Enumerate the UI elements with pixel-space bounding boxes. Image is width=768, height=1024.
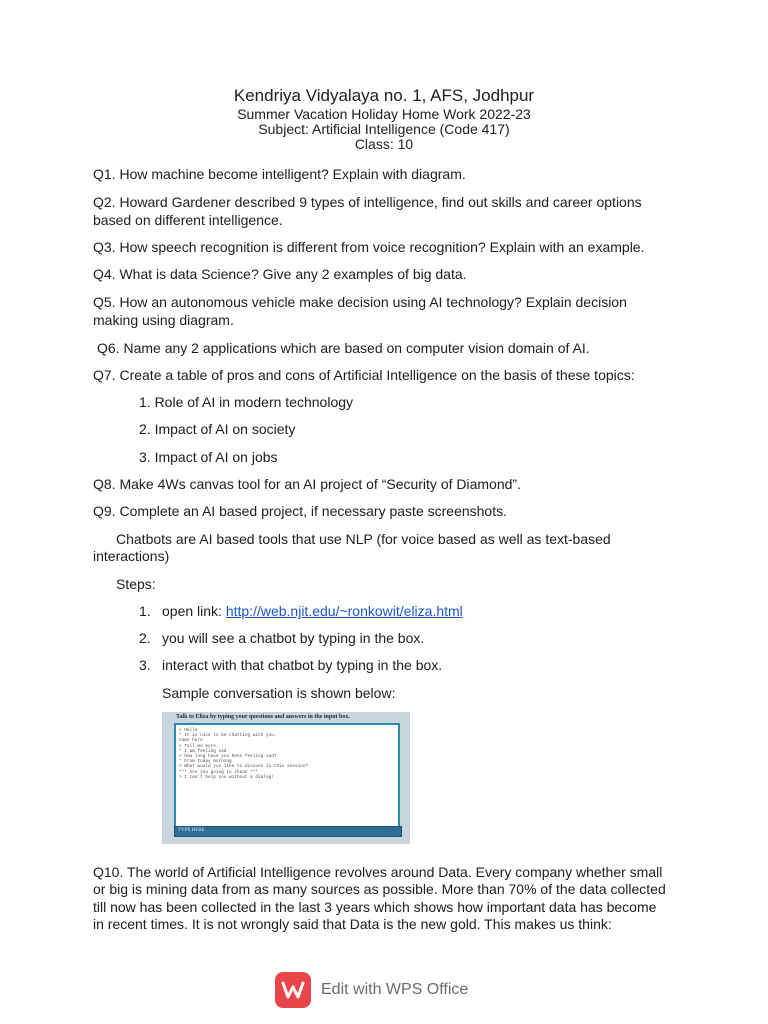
homework-title: Summer Vacation Holiday Home Work 2022-23 (237, 106, 531, 122)
chat-line: * It is nice to be chatting with you. (179, 733, 277, 739)
chatbot-intro-line-1: Chatbots are AI based tools that use NLP (for voice based as well as text-based (116, 531, 611, 547)
steps-label: Steps: (116, 576, 156, 592)
chat-line: > Hello (179, 728, 198, 733)
question-10-line-4: in recent times. It is not wrongly said that Data is the new gold. This makes us think: (93, 916, 612, 932)
question-5-line-2: making using diagram. (93, 312, 234, 328)
question-10-line-1: Q10. The world of Artificial Intelligence revolves around Data. Every company whether small (93, 864, 663, 880)
chat-transcript-pane (174, 723, 400, 829)
step-number: 1. (139, 603, 151, 619)
chat-line: > What would you like to discuss in this session? (179, 764, 309, 770)
chat-line: > Tell me more... (179, 743, 224, 749)
chat-input-label: TYPE HERE (178, 828, 205, 833)
wps-badge-label: Edit with WPS Office (321, 981, 469, 998)
question-8: Q8. Make 4Ws canvas tool for an AI project of “Security of Diamond”. (93, 476, 521, 492)
class-line: Class: 10 (354, 136, 414, 152)
eliza-link[interactable]: http://web.njit.edu/~ronkowit/eliza.html (225, 603, 463, 619)
chat-transcript (179, 728, 308, 780)
chat-line: > I can't help you without a dialog! (179, 774, 274, 780)
question-7-item: 3. Impact of AI on jobs (139, 449, 278, 465)
question-10-line-3: till now has been collected in the last 3 years which shows how important data has become (93, 899, 657, 915)
wps-logo-icon (275, 972, 311, 1008)
school-title: Kendriya Vidyalaya no. 1, AFS, Jodhpur (233, 86, 535, 105)
chat-line: * From today morning (179, 759, 232, 765)
step-2: you will see a chatbot by typing in the box. (162, 630, 425, 646)
screenshot-caption: Talk to Eliza by typing your questions and answers in the input box. (176, 714, 350, 720)
question-1: Q1. How machine become intelligent? Explain with diagram. (93, 166, 466, 182)
chat-line: > How long have you been feeling sad? (179, 754, 277, 760)
step-number: 2. (139, 630, 151, 646)
question-6: Q6. Name any 2 applications which are based on computer vision domain of AI. (97, 340, 590, 356)
question-3: Q3. How speech recognition is different from voice recognition? Explain with an example. (93, 239, 645, 255)
sample-caption: Sample conversation is shown below: (162, 685, 396, 701)
question-9: Q9. Complete an AI based project, if necessary paste screenshots. (93, 503, 507, 519)
question-7-item: 1. Role of AI in modern technology (139, 394, 354, 410)
chat-line: * I am feeling sad (179, 748, 227, 754)
step-1 (162, 603, 463, 621)
question-10-line-2: or big is mining data from as many sources as possible. More than 70% of the data collected (93, 881, 666, 897)
question-4: Q4. What is data Science? Give any 2 examples of big data. (93, 266, 467, 282)
chat-input-box (174, 826, 402, 837)
chat-line: *** Are you going to cheat *** (179, 769, 259, 775)
step-3: interact with that chatbot by typing in the box. (162, 657, 443, 673)
step-1-text: open link: (162, 603, 226, 619)
question-7-item: 2. Impact of AI on society (139, 421, 296, 437)
question-2-line-1: Q2. Howard Gardener described 9 types of intelligence, find out skills and career options (93, 194, 642, 210)
chatbot-intro-line-2: interactions) (93, 548, 170, 564)
question-7: Q7. Create a table of pros and cons of Artificial Intelligence on the basis of these topics: (93, 367, 635, 383)
step-number: 3. (139, 657, 151, 673)
subject-line: Subject: Artificial Intelligence (Code 417) (258, 121, 510, 137)
chat-line: Came here (179, 738, 203, 744)
question-2-line-2: based on different intelligence. (93, 212, 283, 228)
eliza-screenshot (162, 712, 410, 844)
question-5-line-1: Q5. How an autonomous vehicle make decision using AI technology? Explain decision (93, 294, 627, 310)
